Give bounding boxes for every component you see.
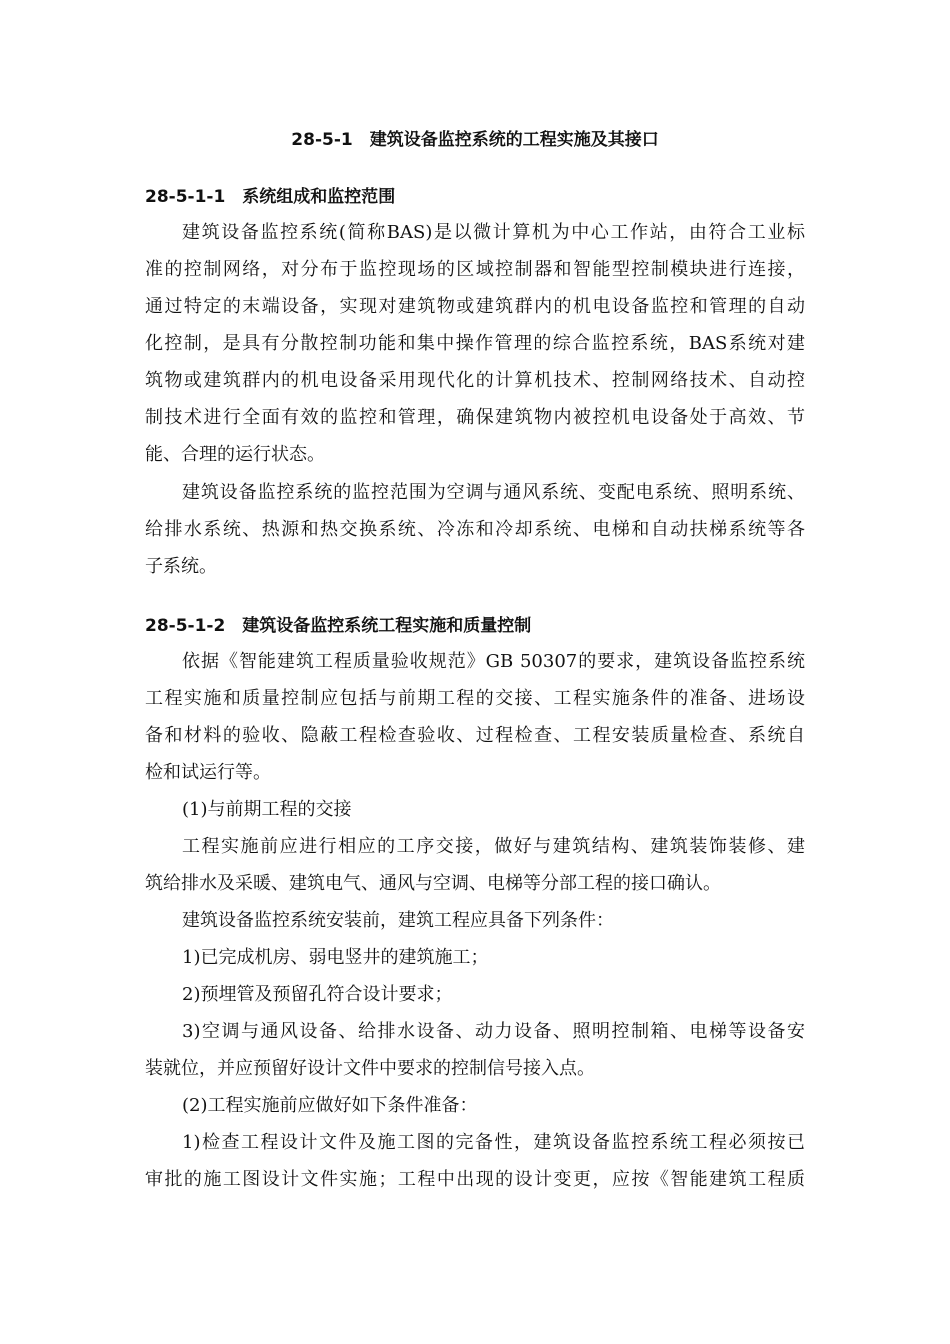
list-item-title: (2)工程实施前应做好如下条件准备： <box>182 1095 478 1116</box>
paragraph-line: 制技术进行全面有效的监控和管理，确保建筑物内被控机电设备处于高效、节 <box>145 407 805 428</box>
paragraph-line: 能、合理的运行状态。 <box>145 444 325 465</box>
paragraph-line: 通过特定的末端设备，实现对建筑物或建筑群内的机电设备监控和管理的自动 <box>145 296 805 317</box>
paragraph-line: 子系统。 <box>145 556 217 577</box>
paragraph-line: 依据《智能建筑工程质量验收规范》GB 50307的要求，建筑设备监控系统 <box>182 651 805 672</box>
paragraph-line: 建筑设备监控系统的监控范围为空调与通风系统、变配电系统、照明系统、 <box>182 482 805 503</box>
paragraph-line: 工程实施前应进行相应的工序交接，做好与建筑结构、建筑装饰装修、建 <box>182 836 805 857</box>
paragraph-line: 准的控制网络，对分布于监控现场的区域控制器和智能型控制模块进行连接， <box>145 259 805 280</box>
paragraph-line: 给排水系统、热源和热交换系统、冷冻和冷却系统、电梯和自动扶梯系统等各 <box>145 519 805 540</box>
page-title: 28-5-1 建筑设备监控系统的工程实施及其接口 <box>291 130 659 150</box>
list-item: 1)已完成机房、弱电竖井的建筑施工； <box>182 947 489 968</box>
list-item-continuation: 装就位，并应预留好设计文件中要求的控制信号接入点。 <box>145 1058 595 1079</box>
paragraph-line: 筑给排水及采暖、建筑电气、通风与空调、电梯等分部工程的接口确认。 <box>145 873 721 894</box>
paragraph-line: 备和材料的验收、隐蔽工程检查验收、过程检查、工程安装质量检查、系统自 <box>145 725 805 746</box>
paragraph-line: 建筑设备监控系统安装前，建筑工程应具备下列条件： <box>182 910 614 931</box>
paragraph-line: 建筑设备监控系统(简称BAS)是以微计算机为中心工作站，由符合工业标 <box>182 222 805 243</box>
list-item: 1)检查工程设计文件及施工图的完备性，建筑设备监控系统工程必须按已 <box>182 1132 805 1153</box>
paragraph-line: 工程实施和质量控制应包括与前期工程的交接、工程实施条件的准备、进场设 <box>145 688 805 709</box>
paragraph-line: 筑物或建筑群内的机电设备采用现代化的计算机技术、控制网络技术、自动控 <box>145 370 805 391</box>
list-item-title: (1)与前期工程的交接 <box>182 799 352 820</box>
paragraph-line: 检和试运行等。 <box>145 762 271 783</box>
list-item: 3)空调与通风设备、给排水设备、动力设备、照明控制箱、电梯等设备安 <box>182 1021 805 1042</box>
section-heading-2: 28-5-1-2 建筑设备监控系统工程实施和质量控制 <box>145 616 532 636</box>
list-item: 2)预埋管及预留孔符合设计要求； <box>182 984 453 1005</box>
list-item-continuation: 审批的施工图设计文件实施；工程中出现的设计变更，应按《智能建筑工程质 <box>145 1169 805 1190</box>
paragraph-line: 化控制，是具有分散控制功能和集中操作管理的综合监控系统，BAS系统对建 <box>145 333 805 354</box>
section-heading-1: 28-5-1-1 系统组成和监控范围 <box>145 187 396 207</box>
